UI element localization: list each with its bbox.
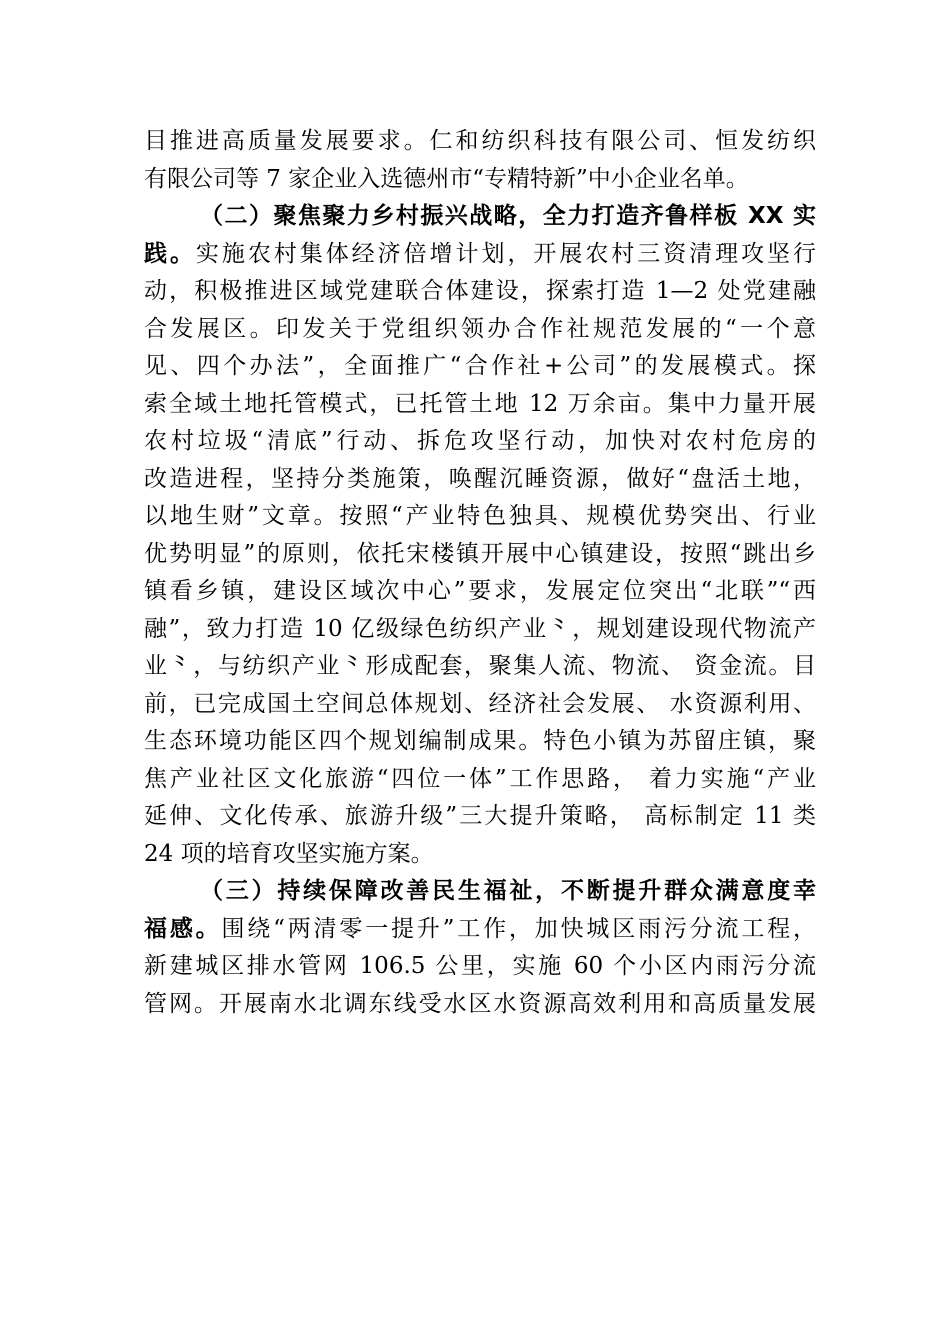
- text-line: 改造进程，坚持分类施策，唤醒沉睡资源，做好“盘活土地，: [144, 465, 816, 492]
- section-heading-3: （三）持续保障改善民生福祉，不断提升群众满意度幸: [200, 878, 816, 904]
- text-line: 管网。开展南水北调东线受水区水资源高效利用和高质量发展: [144, 990, 816, 1017]
- text-line: 有限公司等 7 家企业入选德州市“专精特新”中小企业名单。: [144, 165, 749, 192]
- text-line: 业⺀，与纺织产业⺀形成配套，聚集人流、物流、 资金流。目: [144, 653, 816, 679]
- text-line: 镇看乡镇，建设区域次中心”要求，发展定位突出“北联”“西: [144, 578, 816, 604]
- text-fragment: 实施农村集体经济倍增计划，开展农村三资清理攻坚行: [195, 240, 816, 267]
- text-line: 合发展区。印发关于党组织领办合作社规范发展的“一个意: [144, 315, 816, 342]
- text-line: 新建城区排水管网 106.5 公里，实施 60 个小区内雨污分流: [144, 953, 816, 979]
- text-line: [144, 911, 816, 949]
- text-line: 见、四个办法”，全面推广“合作社+公司”的发展模式。探: [144, 353, 816, 379]
- text-line: 索全域土地托管模式，已托管土地 12 万余亩。集中力量开展: [144, 390, 816, 417]
- text-line: [144, 236, 816, 274]
- section-heading-3-cont: 福感。: [144, 915, 222, 942]
- text-line: 前，已完成国土空间总体规划、经济社会发展、 水资源利用、: [144, 690, 816, 717]
- text-line: 24 项的培育攻坚实施方案。: [144, 840, 434, 867]
- text-fragment: 围绕“两清零一提升”工作，加快城区雨污分流工程，: [221, 915, 816, 942]
- text-line: 农村垃圾“清底”行动、拆危攻坚行动，加快对农村危房的: [144, 428, 816, 454]
- text-line: 延伸、文化传承、旅游升级”三大提升策略， 高标制定 11 类: [144, 803, 816, 829]
- text-line: 以地生财”文章。按照“产业特色独具、规模优势突出、行业: [144, 503, 816, 529]
- text-line: 目推进高质量发展要求。仁和纺织科技有限公司、恒发纺织: [144, 128, 816, 154]
- text-line: 动，积极推进区域党建联合体建设，探索打造 1—2 处党建融: [144, 278, 816, 304]
- text-line: 焦产业社区文化旅游“四位一体”工作思路， 着力实施“产业: [144, 765, 816, 792]
- document-body: [144, 123, 816, 1023]
- text-line: 融”，致力打造 10 亿级绿色纺织产业⺀，规划建设现代物流产: [144, 615, 816, 642]
- text-line: 优势明显”的原则，依托宋楼镇开展中心镇建设，按照“跳出乡: [144, 540, 816, 567]
- section-heading-2-cont: 践。: [144, 240, 196, 267]
- section-heading-2: （二）聚焦聚力乡村振兴战略，全力打造齐鲁样板 XX 实: [200, 203, 816, 229]
- text-line: 生态环境功能区四个规划编制成果。特色小镇为苏留庄镇，聚: [144, 728, 816, 754]
